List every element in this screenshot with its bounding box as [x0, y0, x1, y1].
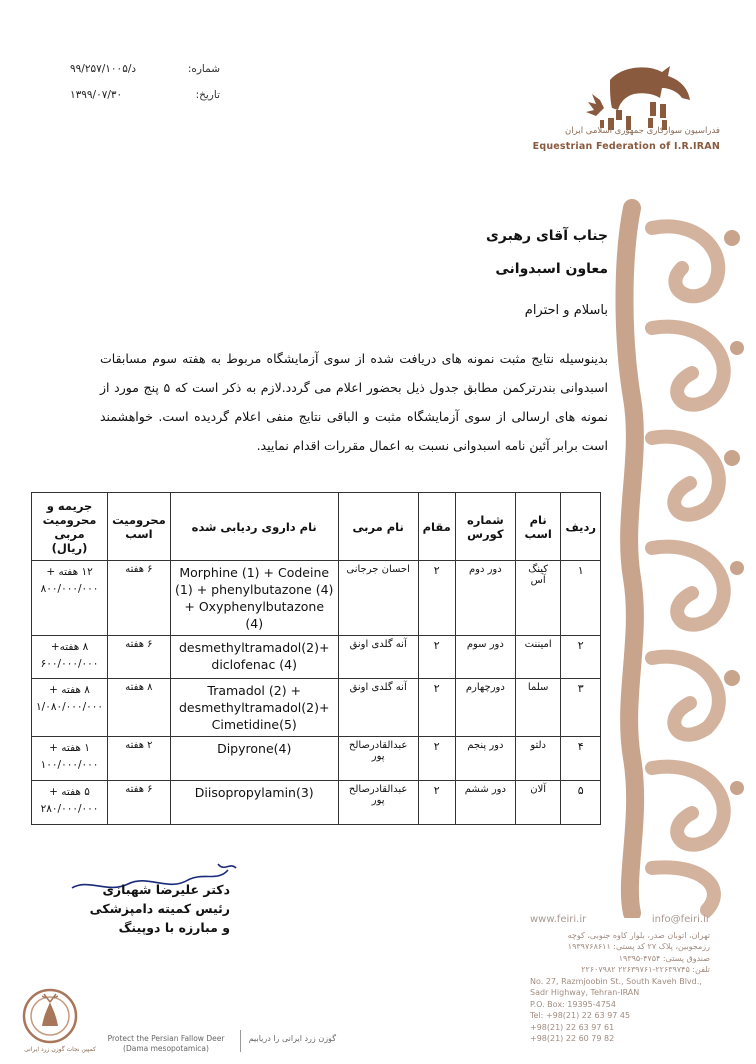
header-row-number: ردیف — [561, 493, 601, 561]
cell-drug: Morphine (1) + Codeine (1) + phenylbutazone (4) + Oxyphenylbutazone (4) — [170, 561, 338, 636]
addressee-title: معاون اسبدوانی — [495, 261, 608, 277]
header-penalty: جریمه و محرومیت مربی (ریال) — [32, 493, 108, 561]
number-value: ۹۹/۲۵۷/د/۱۰۰۵ — [70, 63, 137, 75]
cell-horse-ban: ۸ هفته — [108, 679, 171, 737]
cell-drug: desmethyltramadol(2)+ diclofenac (4) — [170, 636, 338, 679]
signatory-title-2: و مبارزه با دوپینگ — [118, 920, 230, 935]
date-value: ۱۳۹۹/۰۷/۳۰ — [70, 89, 123, 101]
cell-trainer: احسان جرجانی — [338, 561, 418, 636]
cell-penalty: ۸ هفته+ ۶۰۰/۰۰۰/۰۰۰ — [32, 636, 108, 679]
date-label: تاریخ: — [195, 89, 220, 101]
doping-results-table — [31, 492, 601, 825]
cell-course: دور پنجم — [455, 737, 515, 781]
header-horse-ban: محرومیت اسب — [108, 493, 171, 561]
cell-row-number: ۲ — [561, 636, 601, 679]
letter-date-row — [70, 82, 220, 108]
table-row — [32, 636, 601, 679]
cell-horse-ban: ۶ هفته — [108, 561, 171, 636]
table-row — [32, 561, 601, 636]
header-drug: نام داروی ردیابی شده — [170, 493, 338, 561]
phone-fa: تلفن: ۲۲۶۳۹۷۴۵-۲۲۶۳۹۷۶۱ ۲۲۶۰۷۹۸۲ — [581, 965, 710, 974]
number-label: شماره: — [187, 63, 220, 75]
header-rank: مقام — [418, 493, 455, 561]
header-trainer: نام مربی — [338, 493, 418, 561]
signature-block — [80, 880, 230, 937]
cell-horse: سلما — [515, 679, 561, 737]
fallow-caption-en — [96, 1034, 236, 1054]
header-course: شماره کورس — [455, 493, 515, 561]
address-fa-1: تهران، اتوبان صدر، بلوار کاوه جنوبی، کوچه — [567, 930, 710, 940]
footer-divider — [240, 1030, 241, 1052]
salutation: باسلام و احترام — [524, 303, 608, 318]
contact-block — [530, 914, 710, 1045]
addressee-name: جناب آقای رهبری — [486, 228, 608, 244]
tel-2: +98(21) 22 63 97 61 — [530, 1022, 615, 1032]
cell-penalty: ۱ هفته + ۱۰۰/۰۰۰/۰۰۰ — [32, 737, 108, 781]
cell-trainer: عبدالقادرصالح پور — [338, 781, 418, 825]
address-fa-3: صندوق پستی: ۴۷۵۴-۱۹۳۹۵ — [618, 953, 710, 963]
cell-row-number: ۴ — [561, 737, 601, 781]
cell-trainer: عبدالقادرصالح پور — [338, 737, 418, 781]
letter-number-row — [70, 56, 220, 82]
cell-row-number: ۱ — [561, 561, 601, 636]
address-fa-2: رزمجوبین، پلاک ۲۷ کد پستی: ۱۹۳۹۷۶۸۶۱۱ — [567, 942, 710, 951]
table-row — [32, 679, 601, 737]
cell-penalty: ۵ هفته + ۲۸۰/۰۰۰/۰۰۰ — [32, 781, 108, 825]
cell-course: دور ششم — [455, 781, 515, 825]
cell-horse: دلتو — [515, 737, 561, 781]
signatory-name: دکتر علیرضا شهبازی — [102, 882, 230, 897]
cell-horse: امیننت — [515, 636, 561, 679]
letter-meta — [70, 56, 220, 108]
cell-rank: ۲ — [418, 781, 455, 825]
federation-name-en: Equestrian Federation of I.R.IRAN — [532, 141, 720, 152]
federation-name-fa: فدراسیون سوارکاری جمهوری اسلامی ایران — [565, 126, 720, 136]
cell-horse-ban: ۲ هفته — [108, 737, 171, 781]
cell-drug: Diisopropylamin(3) — [170, 781, 338, 825]
website-link[interactable]: www.feiri.ir — [530, 914, 587, 925]
cell-trainer: آنه گلدی اونق — [338, 679, 418, 737]
cell-horse: آلان — [515, 781, 561, 825]
fallow-en-line-1: Protect the Persian Fallow Deer — [107, 1034, 225, 1043]
cell-penalty: ۱۲ هفته + ۸۰۰/۰۰۰/۰۰۰ — [32, 561, 108, 636]
cell-rank: ۲ — [418, 737, 455, 781]
decorative-ornament-icon — [612, 198, 756, 918]
letter-body: بدینوسیله نتایج مثبت نمونه های دریافت شده از سوی آزمایشگاه مربوط به هفته سوم مسابقات اسبدوانی بندرترکمن مطابق جدول ذیل بحضور اعلام می گردد.لازم به ذکر است که ۵ پنج مورد از نمونه های ارسالی از سوی آزمایشگاه مثبت و الباقی نتایج منفی اعلام گردیده است. خواهشمند است برابر آئین نامه اسبدوانی نسبت به اعمال مقررات اقدام نمایید. — [100, 351, 608, 453]
table-header-row — [32, 493, 601, 561]
cell-course: دورچهارم — [455, 679, 515, 737]
address-en-1: No. 27, Razmjoobin St., South Kaveh Blvd., — [530, 976, 702, 986]
cell-rank: ۲ — [418, 636, 455, 679]
contact-web-row — [530, 914, 710, 926]
header-horse: نام اسب — [515, 493, 561, 561]
tel-1: Tel: +98(21) 22 63 97 45 — [530, 1011, 631, 1020]
cell-rank: ۲ — [418, 679, 455, 737]
cell-horse-ban: ۶ هفته — [108, 636, 171, 679]
tel-3: +98(21) 22 60 79 82 — [530, 1034, 615, 1043]
cell-drug: Dipyrone(4) — [170, 737, 338, 781]
cell-trainer: آنه گلدی اونق — [338, 636, 418, 679]
cell-course: دور سوم — [455, 636, 515, 679]
cell-drug: Tramadol (2) + desmethyltramadol(2)+ Cimetidine(5) — [170, 679, 338, 737]
fallow-caption-fa-2: گوزن زرد ایرانی را دریابیم — [248, 1034, 336, 1043]
email-link[interactable]: info@feiri.ir — [651, 914, 710, 925]
cell-horse: کینگ آس — [515, 561, 561, 636]
cell-penalty: ۸ هفته + ۱/۰۸۰/۰۰۰/۰۰۰ — [32, 679, 108, 737]
fallow-deer-logo-icon — [20, 986, 80, 1046]
table-row — [32, 737, 601, 781]
cell-horse-ban: ۶ هفته — [108, 781, 171, 825]
cell-row-number: ۵ — [561, 781, 601, 825]
address-en-2: Sadr Highway, Tehran-IRAN — [530, 988, 640, 997]
fallow-en-line-2: (Dama mesopotamica) — [123, 1044, 209, 1053]
cell-row-number: ۳ — [561, 679, 601, 737]
fallow-caption-fa: کمپین نجات گوزن زرد ایرانی — [24, 1046, 96, 1053]
po-box: P.O. Box: 19395-4754 — [530, 999, 616, 1009]
signatory-title-1: رئیس کمیته دامپزشکی — [89, 901, 230, 916]
cell-rank: ۲ — [418, 561, 455, 636]
table-row — [32, 781, 601, 825]
cell-course: دور دوم — [455, 561, 515, 636]
